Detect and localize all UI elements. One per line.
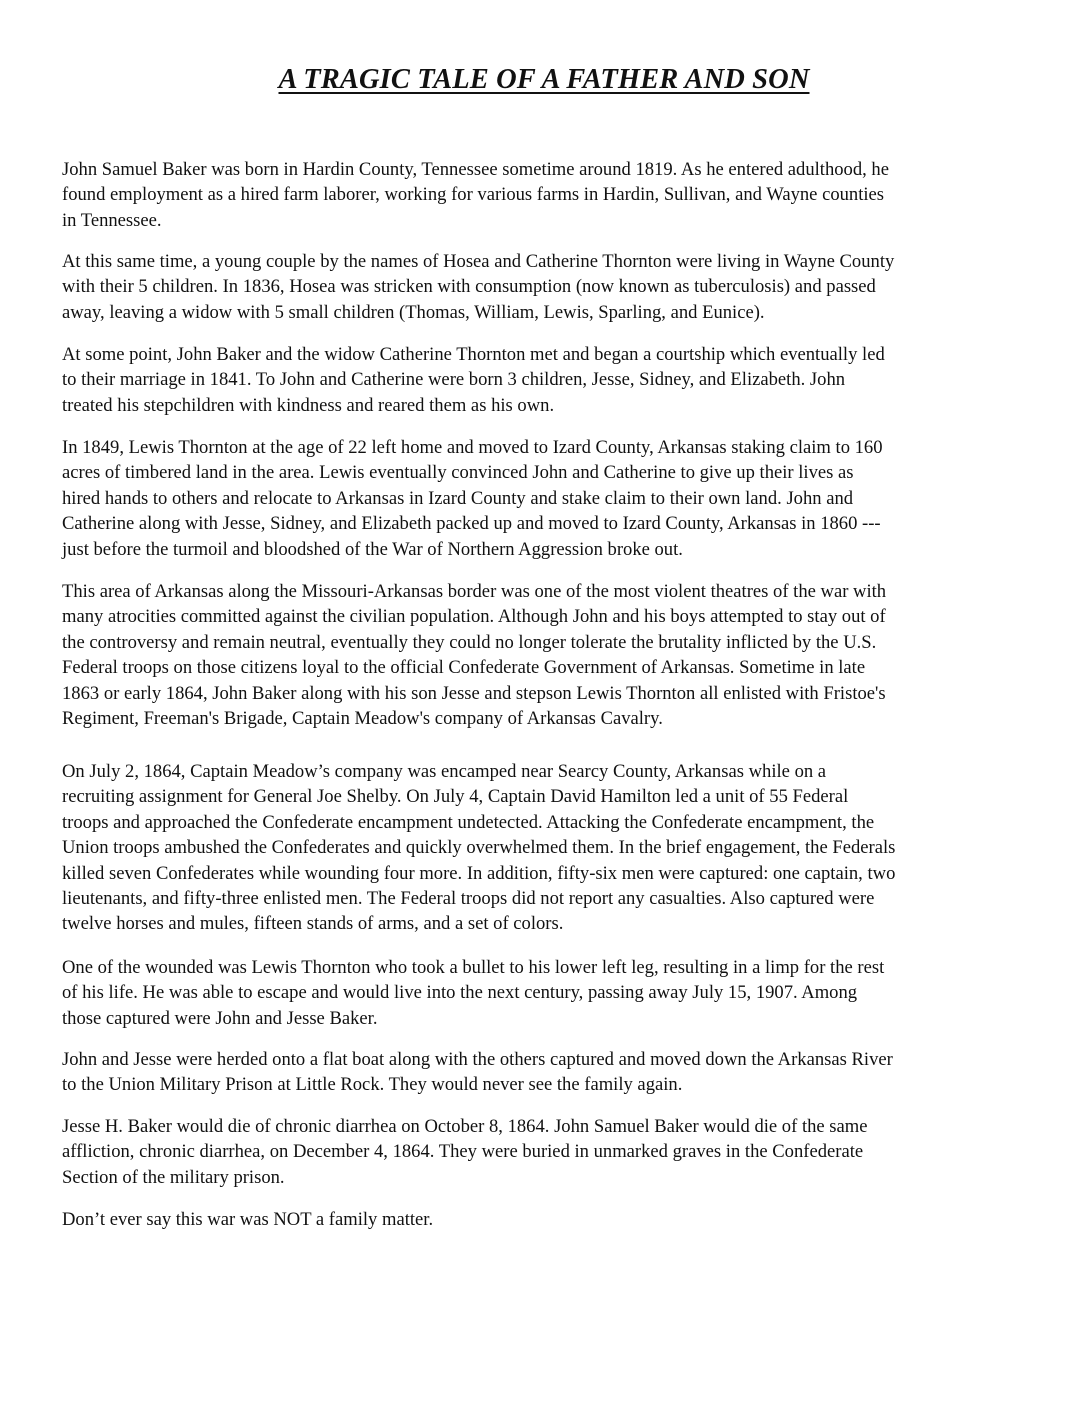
text-line: One of the wounded was Lewis Thornton who took a bullet to his lower left leg, resulting in a limp for the rest	[62, 957, 885, 978]
text-line: Jesse H. Baker would die of chronic diarrhea on October 8, 1864. John Samuel Baker would die of the same	[62, 1116, 868, 1137]
text-line: 1863 or early 1864, John Baker along with his son Jesse and stepson Lewis Thornton all enlisted with Fristoe's	[62, 682, 886, 704]
text-line: affliction, chronic diarrhea, on December 4, 1864. They were buried in unmarked graves in the Confederate	[62, 1141, 864, 1163]
text-line: On July 2, 1864, Captain Meadow’s company was encamped near Searcy County, Arkansas while on a	[62, 761, 827, 782]
paragraph-enlistment	[62, 579, 886, 731]
document-title: A TRAGIC TALE OF A FATHER AND SON	[278, 64, 810, 95]
text-line: At some point, John Baker and the widow Catherine Thornton met and began a courtship which eventually led	[62, 344, 885, 365]
text-line: of his life. He was able to escape and would live into the next century, passing away July 15, 1907. Among	[62, 982, 858, 1004]
text-line: John Samuel Baker was born in Hardin County, Tennessee sometime around 1819. As he entered adulthood, he	[62, 159, 889, 180]
paragraph-thornton-family	[62, 249, 894, 325]
text-line: twelve horses and mules, fifteen stands of arms, and a set of colors.	[62, 913, 564, 935]
text-line: recruiting assignment for General Joe Shelby. On July 4, Captain David Hamilton led a unit of 55 Federal	[62, 786, 849, 808]
text-line: to the Union Military Prison at Little Rock. They would never see the family again.	[62, 1074, 683, 1096]
text-line: treated his stepchildren with kindness and reared them as his own.	[62, 394, 555, 416]
paragraph-move-to-arkansas	[62, 435, 883, 562]
text-line: John and Jesse were herded onto a flat boat along with the others captured and moved down the Arkansas River	[62, 1049, 893, 1070]
paragraph-prison	[62, 1047, 893, 1098]
text-line: the controversy and remain neutral, eventually they could no longer tolerate the brutality inflicted by the U.S.	[62, 631, 877, 653]
text-line: Federal troops on those citizens loyal to the official Confederate Government of Arkansas. Sometime in late	[62, 657, 866, 679]
text-line: troops and approached the Confederate encampment undetected. Attacking the Confederate encampment, the	[62, 811, 875, 833]
text-line: to their marriage in 1841. To John and Catherine were born 3 children, Jesse, Sidney, and Elizabeth. John	[62, 369, 846, 391]
text-line: just before the turmoil and bloodshed of the War of Northern Aggression broke out.	[62, 538, 683, 560]
text-line: hired hands to others and relocate to Arkansas in Izard County and stake claim to their own land. John and	[62, 487, 854, 509]
paragraph-ambush	[62, 759, 895, 937]
paragraph-closing	[62, 1207, 433, 1232]
text-line: At this same time, a young couple by the names of Hosea and Catherine Thornton were living in Wayne County	[62, 251, 895, 272]
text-line: Regiment, Freeman's Brigade, Captain Meadow's company of Arkansas Cavalry.	[62, 707, 663, 729]
text-line: Union troops ambushed the Confederates and quickly overwhelmed them. In the brief engagement, the Federals	[62, 837, 896, 859]
text-line: This area of Arkansas along the Missouri-Arkansas border was one of the most violent theatres of the war with	[62, 581, 887, 602]
text-line: In 1849, Lewis Thornton at the age of 22 left home and moved to Izard County, Arkansas staking claim to 160	[62, 437, 883, 458]
text-line: many atrocities committed against the civilian population. Although John and his boys attempted to stay out of	[62, 606, 886, 628]
text-line: killed seven Confederates while wounding four more. In addition, fifty-six men were captured: one captain, two	[62, 862, 896, 884]
paragraph-wounded-captured	[62, 955, 884, 1031]
paragraph-marriage	[62, 342, 885, 418]
text-line: with their 5 children. In 1836, Hosea was stricken with consumption (now known as tuberculosis) and passed	[62, 276, 876, 298]
text-line: Don’t ever say this war was NOT a family matter.	[62, 1209, 434, 1230]
text-line: in Tennessee.	[62, 209, 162, 231]
text-line: those captured were John and Jesse Baker.	[62, 1007, 378, 1029]
text-line: away, leaving a widow with 5 small children (Thomas, William, Lewis, Sparling, and Eunice).	[62, 301, 765, 323]
paragraph-deaths	[62, 1114, 868, 1190]
text-line: Catherine along with Jesse, Sidney, and Elizabeth packed up and moved to Izard County, Arkansas in 1860 ---	[62, 513, 881, 535]
paragraph-birth	[62, 157, 889, 233]
text-line: acres of timbered land in the area. Lewis eventually convinced John and Catherine to give up their lives as	[62, 462, 854, 484]
text-line: Section of the military prison.	[62, 1166, 285, 1188]
text-line: found employment as a hired farm laborer, working for various farms in Hardin, Sullivan, and Wayne counties	[62, 184, 885, 206]
text-line: lieutenants, and fifty-three enlisted men. The Federal troops did not report any casualties. Also captured were	[62, 887, 875, 909]
